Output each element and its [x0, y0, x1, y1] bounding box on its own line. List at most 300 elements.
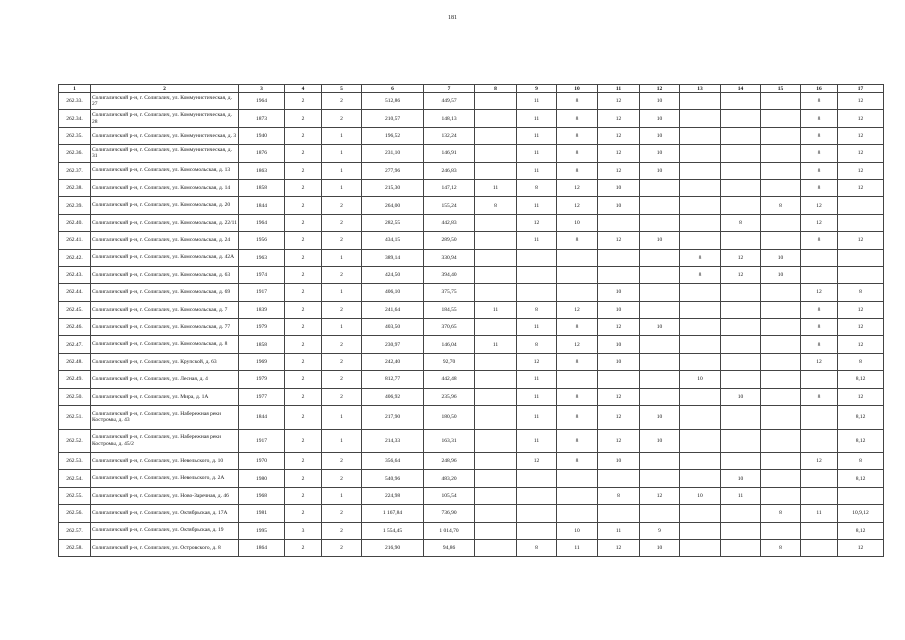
- table-cell: 2: [285, 197, 322, 214]
- table-cell: [721, 93, 761, 110]
- row-number: 262.56.: [59, 505, 91, 522]
- table-cell: 2: [285, 470, 322, 487]
- table-cell: 10: [598, 453, 640, 470]
- table-cell: [680, 93, 721, 110]
- table-cell: 12: [838, 232, 884, 249]
- row-number: 262.55.: [59, 487, 91, 504]
- address-cell: Солигаличский р-н, г. Солигалич, ул. Набережная реки Костромы, д. 43: [91, 406, 239, 430]
- table-cell: 8: [557, 453, 598, 470]
- table-cell: [475, 388, 517, 405]
- address-cell: Солигаличский р-н, г. Солигалич, ул. Лесная, д. 4: [91, 371, 239, 388]
- table-cell: 1: [322, 162, 362, 179]
- table-cell: 12: [598, 406, 640, 430]
- address-cell: Солигаличский р-н, г. Солигалич, ул. Крупской, д. 63: [91, 353, 239, 370]
- table-row: [59, 197, 884, 214]
- table-cell: 2: [285, 110, 322, 127]
- table-row: [59, 371, 884, 388]
- table-cell: [680, 214, 721, 231]
- table-cell: 2: [285, 162, 322, 179]
- address-cell: Солигаличский р-н, г. Солигалич, ул. Коммунистическая, д. 28: [91, 110, 239, 127]
- table-cell: [475, 522, 517, 539]
- table-cell: 282,55: [362, 214, 424, 231]
- row-number: 262.43.: [59, 266, 91, 283]
- table-cell: 8: [801, 388, 838, 405]
- table-cell: 1863: [239, 162, 285, 179]
- table-cell: 1974: [239, 266, 285, 283]
- table-cell: 8: [838, 453, 884, 470]
- table-cell: 2: [322, 197, 362, 214]
- table-cell: 1: [322, 406, 362, 430]
- table-cell: [721, 284, 761, 301]
- table-cell: 12: [598, 93, 640, 110]
- table-cell: 242,40: [362, 353, 424, 370]
- table-cell: 8: [761, 539, 801, 556]
- table-cell: 11: [557, 539, 598, 556]
- table-cell: [680, 336, 721, 353]
- table-cell: [721, 145, 761, 162]
- table-cell: 2: [285, 249, 322, 266]
- table-cell: 94,86: [424, 539, 475, 556]
- address-cell: Солигаличский р-н, г. Солигалич, ул. Комсомольская, д. 24: [91, 232, 239, 249]
- table-cell: 12: [598, 429, 640, 453]
- table-row: [59, 429, 884, 453]
- table-cell: 1844: [239, 406, 285, 430]
- table-cell: [475, 470, 517, 487]
- table-cell: [680, 453, 721, 470]
- table-cell: 10: [680, 371, 721, 388]
- table-cell: 230,97: [362, 336, 424, 353]
- table-cell: 2: [285, 301, 322, 318]
- address-cell: Солигаличский р-н, г. Солигалич, ул. Комсомольская, д. 42А: [91, 249, 239, 266]
- table-cell: [598, 249, 640, 266]
- address-cell: Солигаличский р-н, г. Солигалич, ул. Комсомольская, д. 69: [91, 284, 239, 301]
- table-cell: [761, 336, 801, 353]
- table-cell: [680, 319, 721, 336]
- table-cell: 12: [517, 353, 557, 370]
- table-cell: [598, 470, 640, 487]
- table-cell: 12: [801, 284, 838, 301]
- table-cell: 2: [285, 371, 322, 388]
- column-header: 3: [239, 85, 285, 93]
- table-cell: [640, 301, 680, 318]
- table-cell: [721, 336, 761, 353]
- table-cell: 512,86: [362, 93, 424, 110]
- table-cell: 10: [598, 179, 640, 196]
- table-cell: [640, 197, 680, 214]
- table-cell: 146,04: [424, 336, 475, 353]
- table-cell: [761, 127, 801, 144]
- table-row: [59, 266, 884, 283]
- address-cell: Солигаличский р-н, г. Солигалич, ул. Октябрьская, д. 19: [91, 522, 239, 539]
- table-cell: [680, 162, 721, 179]
- row-number: 262.37.: [59, 162, 91, 179]
- row-number: 262.51.: [59, 406, 91, 430]
- table-cell: 8: [517, 179, 557, 196]
- address-cell: Солигаличский р-н, г. Солигалич, ул. Комсомольская, д. 13: [91, 162, 239, 179]
- column-header: 10: [557, 85, 598, 93]
- table-cell: 2: [285, 406, 322, 430]
- table-cell: 11: [721, 487, 761, 504]
- address-cell: Солигаличский р-н, г. Солигалич, ул. Комсомольская, д. 7: [91, 301, 239, 318]
- table-cell: 1956: [239, 232, 285, 249]
- table-cell: 424,50: [362, 266, 424, 283]
- table-cell: [680, 388, 721, 405]
- table-cell: [680, 145, 721, 162]
- table-row: [59, 522, 884, 539]
- table-cell: 12: [801, 197, 838, 214]
- table-cell: 12: [557, 301, 598, 318]
- address-cell: Солигаличский р-н, г. Солигалич, ул. Набережная реки Костромы, д. 45/2: [91, 429, 239, 453]
- table-cell: [680, 197, 721, 214]
- row-number: 262.45.: [59, 301, 91, 318]
- table-cell: [640, 284, 680, 301]
- table-cell: 1940: [239, 127, 285, 144]
- table-row: [59, 336, 884, 353]
- table-cell: [680, 505, 721, 522]
- table-cell: 2: [322, 505, 362, 522]
- address-cell: Солигаличский р-н, г. Солигалич, ул. Коммунистическая, д. 31: [91, 145, 239, 162]
- row-number: 262.33.: [59, 93, 91, 110]
- table-cell: [598, 505, 640, 522]
- column-header: 17: [838, 85, 884, 93]
- address-cell: Солигаличский р-н, г. Солигалич, ул. Комсомольская, д. 22/11: [91, 214, 239, 231]
- row-number: 262.46.: [59, 319, 91, 336]
- table-cell: [801, 470, 838, 487]
- table-cell: [680, 179, 721, 196]
- table-cell: [721, 371, 761, 388]
- table-cell: 11: [517, 197, 557, 214]
- table-row: [59, 470, 884, 487]
- table-cell: [838, 249, 884, 266]
- table-cell: 11: [517, 127, 557, 144]
- table-cell: [640, 371, 680, 388]
- table-cell: 1970: [239, 453, 285, 470]
- table-cell: 1977: [239, 388, 285, 405]
- table-cell: 1995: [239, 522, 285, 539]
- table-row: [59, 145, 884, 162]
- table-cell: 1858: [239, 179, 285, 196]
- column-header: 12: [640, 85, 680, 93]
- table-cell: 1844: [239, 197, 285, 214]
- table-cell: 2: [322, 470, 362, 487]
- table-cell: 8: [801, 93, 838, 110]
- table-cell: [640, 353, 680, 370]
- table-cell: 12: [557, 179, 598, 196]
- table-cell: 8: [517, 301, 557, 318]
- table-cell: [475, 214, 517, 231]
- table-cell: 224,98: [362, 487, 424, 504]
- table-cell: 12: [598, 319, 640, 336]
- column-header: 2: [91, 85, 239, 93]
- table-cell: [721, 110, 761, 127]
- table-cell: [761, 162, 801, 179]
- table-cell: [517, 505, 557, 522]
- table-cell: 1979: [239, 371, 285, 388]
- table-cell: 11: [517, 388, 557, 405]
- table-cell: 1839: [239, 301, 285, 318]
- table-cell: 2: [322, 336, 362, 353]
- table-cell: [721, 127, 761, 144]
- table-cell: 11: [517, 319, 557, 336]
- table-cell: 10: [640, 539, 680, 556]
- row-number: 262.36.: [59, 145, 91, 162]
- table-cell: 2: [285, 336, 322, 353]
- table-cell: 12: [557, 336, 598, 353]
- column-header: 6: [362, 85, 424, 93]
- table-cell: 8: [557, 353, 598, 370]
- table-cell: [761, 179, 801, 196]
- table-cell: 10: [640, 162, 680, 179]
- table-cell: 8: [838, 353, 884, 370]
- table-cell: [557, 249, 598, 266]
- table-cell: 1964: [239, 93, 285, 110]
- table-cell: [680, 470, 721, 487]
- table-cell: [680, 232, 721, 249]
- table-cell: 10: [721, 388, 761, 405]
- address-cell: Солигаличский р-н, г. Солигалич, ул. Коммунистическая, д. 3: [91, 127, 239, 144]
- table-cell: 214,33: [362, 429, 424, 453]
- table-cell: [801, 539, 838, 556]
- column-header: 13: [680, 85, 721, 93]
- row-number: 262.42.: [59, 249, 91, 266]
- table-cell: 10: [640, 127, 680, 144]
- table-cell: 12: [838, 127, 884, 144]
- row-number: 262.41.: [59, 232, 91, 249]
- table-cell: [640, 266, 680, 283]
- table-cell: 277,96: [362, 162, 424, 179]
- table-cell: 12: [598, 388, 640, 405]
- table-cell: 246,83: [424, 162, 475, 179]
- table-row: [59, 453, 884, 470]
- table-cell: 8: [517, 539, 557, 556]
- table-cell: 370,65: [424, 319, 475, 336]
- table-cell: 8: [557, 429, 598, 453]
- table-cell: 12: [838, 110, 884, 127]
- table-cell: 147,12: [424, 179, 475, 196]
- table-cell: [721, 453, 761, 470]
- table-cell: 11: [475, 179, 517, 196]
- address-cell: Солигаличский р-н, г. Солигалич, ул. Невельского, д. 2А: [91, 470, 239, 487]
- table-cell: 1858: [239, 336, 285, 353]
- table-cell: 1917: [239, 284, 285, 301]
- table-cell: 10: [680, 487, 721, 504]
- table-cell: 10: [640, 319, 680, 336]
- table-cell: [761, 371, 801, 388]
- table-cell: 2: [322, 353, 362, 370]
- table-cell: 394,40: [424, 266, 475, 283]
- table-cell: 2: [322, 539, 362, 556]
- table-cell: 12: [721, 249, 761, 266]
- table-cell: [721, 301, 761, 318]
- table-cell: 8: [761, 197, 801, 214]
- table-cell: [557, 266, 598, 283]
- table-cell: [475, 319, 517, 336]
- table-row: [59, 284, 884, 301]
- table-cell: 3: [285, 522, 322, 539]
- table-cell: 8: [557, 127, 598, 144]
- table-cell: 10: [640, 232, 680, 249]
- table-cell: [475, 505, 517, 522]
- table-cell: 2: [285, 93, 322, 110]
- table-cell: 184,55: [424, 301, 475, 318]
- table-cell: 1: [322, 179, 362, 196]
- table-cell: 10: [721, 470, 761, 487]
- table-cell: 8,12: [838, 522, 884, 539]
- table-cell: [557, 487, 598, 504]
- column-header: 16: [801, 85, 838, 93]
- table-cell: 11: [517, 93, 557, 110]
- table-cell: [598, 266, 640, 283]
- table-cell: 442,48: [424, 371, 475, 388]
- table-cell: 196,52: [362, 127, 424, 144]
- table-cell: 12: [838, 319, 884, 336]
- table-row: [59, 214, 884, 231]
- table-cell: 8,12: [838, 429, 884, 453]
- table-cell: 1: [322, 145, 362, 162]
- table-cell: [475, 539, 517, 556]
- table-cell: 8: [475, 197, 517, 214]
- table-cell: 10: [640, 429, 680, 453]
- table-cell: 330,94: [424, 249, 475, 266]
- row-number: 262.34.: [59, 110, 91, 127]
- table-cell: [640, 249, 680, 266]
- table-cell: [721, 522, 761, 539]
- table-cell: 12: [801, 353, 838, 370]
- table-row: [59, 127, 884, 144]
- table-cell: 8: [801, 319, 838, 336]
- table-cell: [680, 406, 721, 430]
- table-cell: [517, 266, 557, 283]
- table-cell: 8,12: [838, 371, 884, 388]
- column-header: 5: [322, 85, 362, 93]
- table-cell: 248,96: [424, 453, 475, 470]
- address-cell: Солигаличский р-н, г. Солигалич, ул. Островского, д. 8: [91, 539, 239, 556]
- address-cell: Солигаличский р-н, г. Солигалич, ул. Комсомольская, д. 8: [91, 336, 239, 353]
- table-cell: [680, 539, 721, 556]
- table-cell: 1: [322, 487, 362, 504]
- table-cell: 8: [557, 319, 598, 336]
- column-header: 7: [424, 85, 475, 93]
- table-cell: [761, 470, 801, 487]
- table-cell: 1873: [239, 110, 285, 127]
- table-cell: 12: [640, 487, 680, 504]
- table-cell: 215,30: [362, 179, 424, 196]
- table-cell: [801, 266, 838, 283]
- table-cell: 8: [557, 388, 598, 405]
- row-number: 262.47.: [59, 336, 91, 353]
- table-cell: [761, 301, 801, 318]
- table-cell: [721, 162, 761, 179]
- table-cell: [517, 249, 557, 266]
- table-cell: [801, 522, 838, 539]
- row-number: 262.35.: [59, 127, 91, 144]
- address-cell: Солигаличский р-н, г. Солигалич, ул. Комсомольская, д. 14: [91, 179, 239, 196]
- table-cell: 389,14: [362, 249, 424, 266]
- table-cell: 2: [285, 214, 322, 231]
- table-cell: [640, 505, 680, 522]
- table-cell: 812,77: [362, 371, 424, 388]
- table-cell: 2: [285, 319, 322, 336]
- table-cell: [761, 284, 801, 301]
- table-cell: 11: [475, 336, 517, 353]
- table-cell: 12: [838, 336, 884, 353]
- table-cell: 92,70: [424, 353, 475, 370]
- table-cell: 8: [557, 232, 598, 249]
- table-cell: 148,13: [424, 110, 475, 127]
- table-cell: 8: [557, 406, 598, 430]
- table-cell: 11: [517, 145, 557, 162]
- row-number: 262.58.: [59, 539, 91, 556]
- table-cell: 146,91: [424, 145, 475, 162]
- table-cell: 2: [322, 388, 362, 405]
- table-cell: 2: [285, 266, 322, 283]
- table-cell: 12: [598, 232, 640, 249]
- table-cell: [517, 470, 557, 487]
- address-cell: Солигаличский р-н, г. Солигалич, ул. Комсомольская, д. 63: [91, 266, 239, 283]
- table-cell: 12: [598, 110, 640, 127]
- table-cell: 12: [801, 453, 838, 470]
- table-cell: 406,92: [362, 388, 424, 405]
- table-row: [59, 505, 884, 522]
- table-cell: 11: [517, 110, 557, 127]
- table-cell: [475, 266, 517, 283]
- table-cell: 1981: [239, 505, 285, 522]
- table-cell: [838, 266, 884, 283]
- table-cell: [517, 487, 557, 504]
- table-cell: [838, 487, 884, 504]
- table-row: [59, 319, 884, 336]
- table-cell: 2: [285, 487, 322, 504]
- table-cell: 8: [801, 145, 838, 162]
- row-number: 262.40.: [59, 214, 91, 231]
- table-cell: 12: [517, 214, 557, 231]
- table-row: [59, 406, 884, 430]
- table-cell: [475, 127, 517, 144]
- table-cell: 12: [598, 145, 640, 162]
- table-cell: [761, 487, 801, 504]
- table-cell: 155,24: [424, 197, 475, 214]
- table-cell: [761, 145, 801, 162]
- table-cell: 12: [838, 388, 884, 405]
- table-cell: [721, 197, 761, 214]
- row-number: 262.57.: [59, 522, 91, 539]
- table-cell: [640, 336, 680, 353]
- table-cell: 11: [517, 406, 557, 430]
- table-cell: 483,20: [424, 470, 475, 487]
- table-cell: 241,64: [362, 301, 424, 318]
- table-cell: [761, 93, 801, 110]
- table-cell: 8: [801, 232, 838, 249]
- table-cell: 8: [761, 505, 801, 522]
- table-cell: 1 167,84: [362, 505, 424, 522]
- table-cell: 2: [322, 266, 362, 283]
- table-cell: [680, 127, 721, 144]
- table-cell: [721, 505, 761, 522]
- table-cell: 2: [285, 127, 322, 144]
- column-header: 8: [475, 85, 517, 93]
- table-cell: 8: [557, 162, 598, 179]
- table-cell: 8: [801, 127, 838, 144]
- table-cell: 2: [322, 371, 362, 388]
- table-cell: 11: [598, 522, 640, 539]
- row-number: 262.52.: [59, 429, 91, 453]
- table-cell: [761, 429, 801, 453]
- table-cell: 11: [801, 505, 838, 522]
- table-cell: [761, 232, 801, 249]
- column-header: 4: [285, 85, 322, 93]
- table-cell: 1864: [239, 539, 285, 556]
- table-cell: [761, 110, 801, 127]
